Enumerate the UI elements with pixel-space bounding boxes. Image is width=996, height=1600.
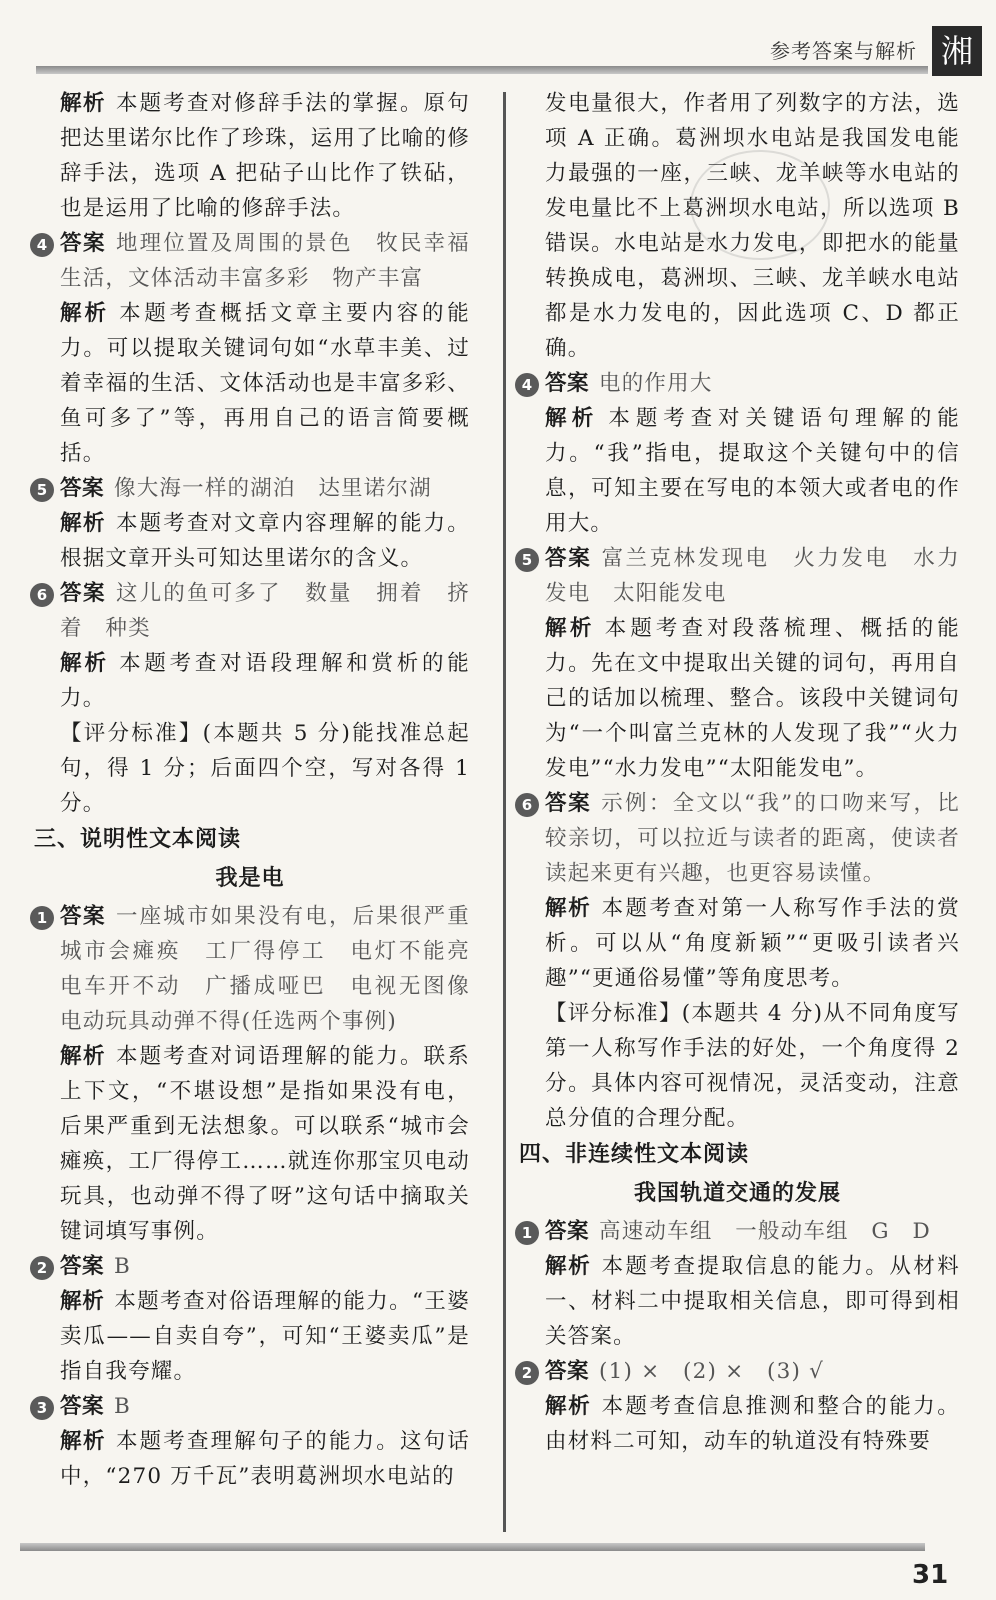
answer-item	[30, 471, 470, 506]
top-rule	[36, 66, 928, 74]
column-divider	[503, 92, 506, 1532]
explanation-text: 本题考查对修辞手法的掌握。原句把达里诺尔比作了珍珠，运用了比喻的修辞手法，选项 A 把砧子山比作了铁砧，也是运用了比喻的修辞手法。	[60, 91, 470, 221]
answer-item	[30, 1039, 470, 1249]
item-text	[545, 786, 960, 891]
question-number-badge: 4	[30, 233, 54, 257]
section-heading: 三、说明性文本阅读	[34, 827, 242, 852]
question-number-badge: 6	[515, 793, 539, 817]
answer-item	[515, 541, 960, 611]
item-text	[60, 296, 470, 471]
indent-spacer	[515, 1256, 539, 1280]
item-label: 解析	[545, 896, 592, 921]
answer-item	[515, 86, 960, 366]
scoring-criteria: 【评分标准】(本题共 5 分)能找准总起句，得 1 分；后面四个空，写对各得 1 分。	[60, 721, 470, 816]
answer-item	[30, 226, 470, 296]
answer-text: (1) × (2) × (3) √	[599, 1359, 825, 1384]
indent-spacer	[515, 93, 539, 117]
answer-item	[30, 576, 470, 646]
answer-item	[515, 1214, 960, 1249]
item-label: 答案	[545, 791, 592, 816]
item-text	[545, 401, 960, 541]
answer-item	[515, 366, 960, 401]
item-text	[60, 646, 470, 716]
item-label: 答案	[60, 581, 106, 606]
item-text	[60, 1424, 470, 1494]
item-text	[545, 366, 960, 401]
item-text	[60, 471, 470, 506]
answer-text: B	[114, 1394, 132, 1419]
item-label: 答案	[545, 371, 590, 396]
answer-item	[30, 899, 493, 1039]
answer-text: 富兰克林发现电 火力发电 水力发电 太阳能发电	[545, 546, 960, 606]
item-label: 解析	[60, 651, 110, 676]
indent-spacer	[515, 1003, 539, 1027]
scoring-criteria: 【评分标准】(本题共 4 分)从不同角度写第一人称写作手法的好处，一个角度得 2 分。具体内容可视情况，灵活变动，注意总分值的合理分配。	[545, 1001, 960, 1131]
item-text	[60, 716, 470, 821]
item-label: 解析	[545, 1394, 592, 1419]
item-text	[545, 86, 960, 366]
answer-text: B	[114, 1254, 132, 1279]
item-label: 答案	[545, 1219, 590, 1244]
question-number-badge: 2	[515, 1361, 539, 1385]
answer-item	[30, 296, 470, 471]
answer-item	[30, 716, 470, 821]
answer-item	[30, 1424, 470, 1494]
item-text	[60, 506, 470, 576]
item-label: 解析	[545, 616, 595, 641]
answer-item	[30, 1284, 470, 1389]
item-text	[545, 611, 960, 786]
item-text	[60, 1249, 470, 1284]
item-text	[545, 1214, 960, 1249]
answer-item	[515, 611, 960, 786]
item-label: 答案	[60, 231, 106, 256]
explanation-text: 本题考查理解句子的能力。这句话中，“270 万千瓦”表明葛洲坝水电站的	[60, 1429, 470, 1489]
item-label: 解析	[60, 1289, 105, 1314]
question-number-badge: 4	[515, 373, 539, 397]
indent-spacer	[30, 653, 54, 677]
header-badge: 湘	[932, 26, 982, 76]
explanation-text: 本题考查概括文章主要内容的能力。可以提取关键词句如“水草丰美、过着幸福的生活、文体活动也是丰富多彩、鱼可多了”等，再用自己的语言简要概括。	[60, 301, 470, 466]
question-number-badge: 2	[30, 1256, 54, 1280]
answer-text: 地理位置及周围的景色 牧民幸福生活，文体活动丰富多彩 物产丰富	[60, 231, 470, 291]
answer-item	[30, 646, 470, 716]
answer-text: 一座城市如果没有电，后果很严重 城市会瘫痪 工厂得停工 电灯不能亮 电车开不动 广播成哑巴 电视无图像 电动玩具动弹不得(任选两个事例)	[60, 904, 493, 1034]
answer-item	[515, 401, 960, 541]
question-number-badge: 1	[30, 906, 54, 930]
answer-item	[30, 1249, 470, 1284]
question-number-badge: 6	[30, 583, 54, 607]
item-text	[60, 899, 493, 1039]
item-text	[545, 891, 960, 996]
explanation-text: 本题考查对语段理解和赏析的能力。	[60, 651, 470, 711]
indent-spacer	[30, 93, 54, 117]
item-label: 解析	[60, 511, 106, 536]
question-number-badge: 3	[30, 1396, 54, 1420]
item-label: 解析	[60, 91, 106, 116]
article-title: 我国轨道交通的发展	[633, 1181, 841, 1206]
item-text	[545, 1389, 960, 1459]
answer-item	[515, 891, 960, 996]
section-heading: 四、非连续性文本阅读	[519, 1142, 750, 1167]
item-text	[60, 1039, 470, 1249]
explanation-text: 本题考查对文章内容理解的能力。根据文章开头可知达里诺尔的含义。	[60, 511, 470, 571]
item-text	[545, 1354, 960, 1389]
answer-item	[515, 1354, 960, 1389]
answer-item	[515, 1389, 960, 1459]
answer-item	[30, 86, 470, 226]
bottom-rule	[20, 1543, 925, 1551]
header-title: 参考答案与解析	[770, 39, 917, 63]
indent-spacer	[515, 1396, 539, 1420]
answer-text: 这儿的鱼可多了 数量 拥着 挤着 种类	[60, 581, 470, 641]
explanation-text: 本题考查对第一人称写作手法的赏析。可以从“角度新颖”“更吸引读者兴趣”“更通俗易懂”等角度思考。	[545, 896, 960, 991]
answer-item	[30, 1389, 470, 1424]
indent-spacer	[515, 408, 539, 432]
indent-spacer	[30, 1431, 54, 1455]
item-text	[545, 996, 960, 1136]
answer-text: 像大海一样的湖泊 达里诺尔湖	[114, 476, 432, 501]
article-title: 我是电	[215, 866, 285, 891]
indent-spacer	[30, 1291, 54, 1315]
answer-text: 示例：全文以“我”的口吻来写，比较亲切，可以拉近与读者的距离，使读者读起来更有兴趣，也更容易读懂。	[545, 791, 960, 886]
item-text	[60, 226, 470, 296]
item-text	[60, 1389, 470, 1424]
item-label: 解析	[545, 406, 599, 431]
answer-item	[515, 786, 960, 891]
item-label: 解析	[60, 1044, 106, 1069]
indent-spacer	[30, 513, 54, 537]
explanation-text: 发电量很大，作者用了列数字的方法，选项 A 正确。葛洲坝水电站是我国发电能力最强的一座，三峡、龙羊峡等水电站的发电量比不上葛洲坝水电站，所以选项 B 错误。水电站是水力发电，即把水的能量转换成电，葛洲坝、三峡、龙羊峡水电站都是水力发电的，因此选项 C、D 都正确。	[545, 91, 960, 361]
item-label: 答案	[545, 546, 592, 571]
indent-spacer	[515, 898, 539, 922]
item-label: 答案	[60, 1394, 105, 1419]
explanation-text: 本题考查对俗语理解的能力。“王婆卖瓜——自卖自夸”，可知“王婆卖瓜”是指自我夸耀。	[60, 1289, 470, 1384]
item-text	[60, 86, 470, 226]
item-label: 答案	[545, 1359, 590, 1384]
answer-item	[30, 506, 470, 576]
page-number: 31	[912, 1560, 949, 1590]
explanation-text: 本题考查对段落梳理、概括的能力。先在文中提取出关键的词句，再用自己的话加以梳理、整合。该段中关键词句为“一个叫富兰克林的人发现了我”“火力发电”“水力发电”“太阳能发电”。	[545, 616, 960, 781]
question-number-badge: 1	[515, 1221, 539, 1245]
item-label: 解析	[545, 1254, 592, 1279]
item-text	[545, 541, 960, 611]
item-text	[60, 1284, 470, 1389]
item-label: 答案	[60, 1254, 105, 1279]
indent-spacer	[30, 1046, 54, 1070]
indent-spacer	[515, 618, 539, 642]
right-column	[515, 86, 960, 1459]
question-number-badge: 5	[30, 478, 54, 502]
explanation-text: 本题考查提取信息的能力。从材料一、材料二中提取相关信息，即可得到相关答案。	[545, 1254, 960, 1349]
answer-text: 高速动车组 一般动车组 G D	[599, 1219, 931, 1244]
item-label: 解析	[60, 301, 110, 326]
left-column	[30, 86, 493, 1494]
item-label: 答案	[60, 904, 106, 929]
indent-spacer	[30, 723, 54, 747]
indent-spacer	[30, 303, 54, 327]
answer-item	[515, 1249, 960, 1354]
item-label: 答案	[60, 476, 105, 501]
item-label: 解析	[60, 1429, 106, 1454]
item-text	[545, 1249, 960, 1354]
question-number-badge: 5	[515, 548, 539, 572]
answer-item	[515, 996, 960, 1136]
explanation-text: 本题考查信息推测和整合的能力。由材料二可知，动车的轨道没有特殊要	[545, 1394, 960, 1454]
explanation-text: 本题考查对关键语句理解的能力。“我”指电，提取这个关键句中的信息，可知主要在写电的本领大或者电的作用大。	[545, 406, 960, 536]
answer-text: 电的作用大	[599, 371, 713, 396]
item-text	[60, 576, 470, 646]
explanation-text: 本题考查对词语理解的能力。联系上下文，“不堪设想”是指如果没有电，后果严重到无法想象。可以联系“城市会瘫痪，工厂得停工……就连你那宝贝电动玩具，也动弹不得了呀”这句话中摘取关键词填写事例。	[60, 1044, 470, 1244]
